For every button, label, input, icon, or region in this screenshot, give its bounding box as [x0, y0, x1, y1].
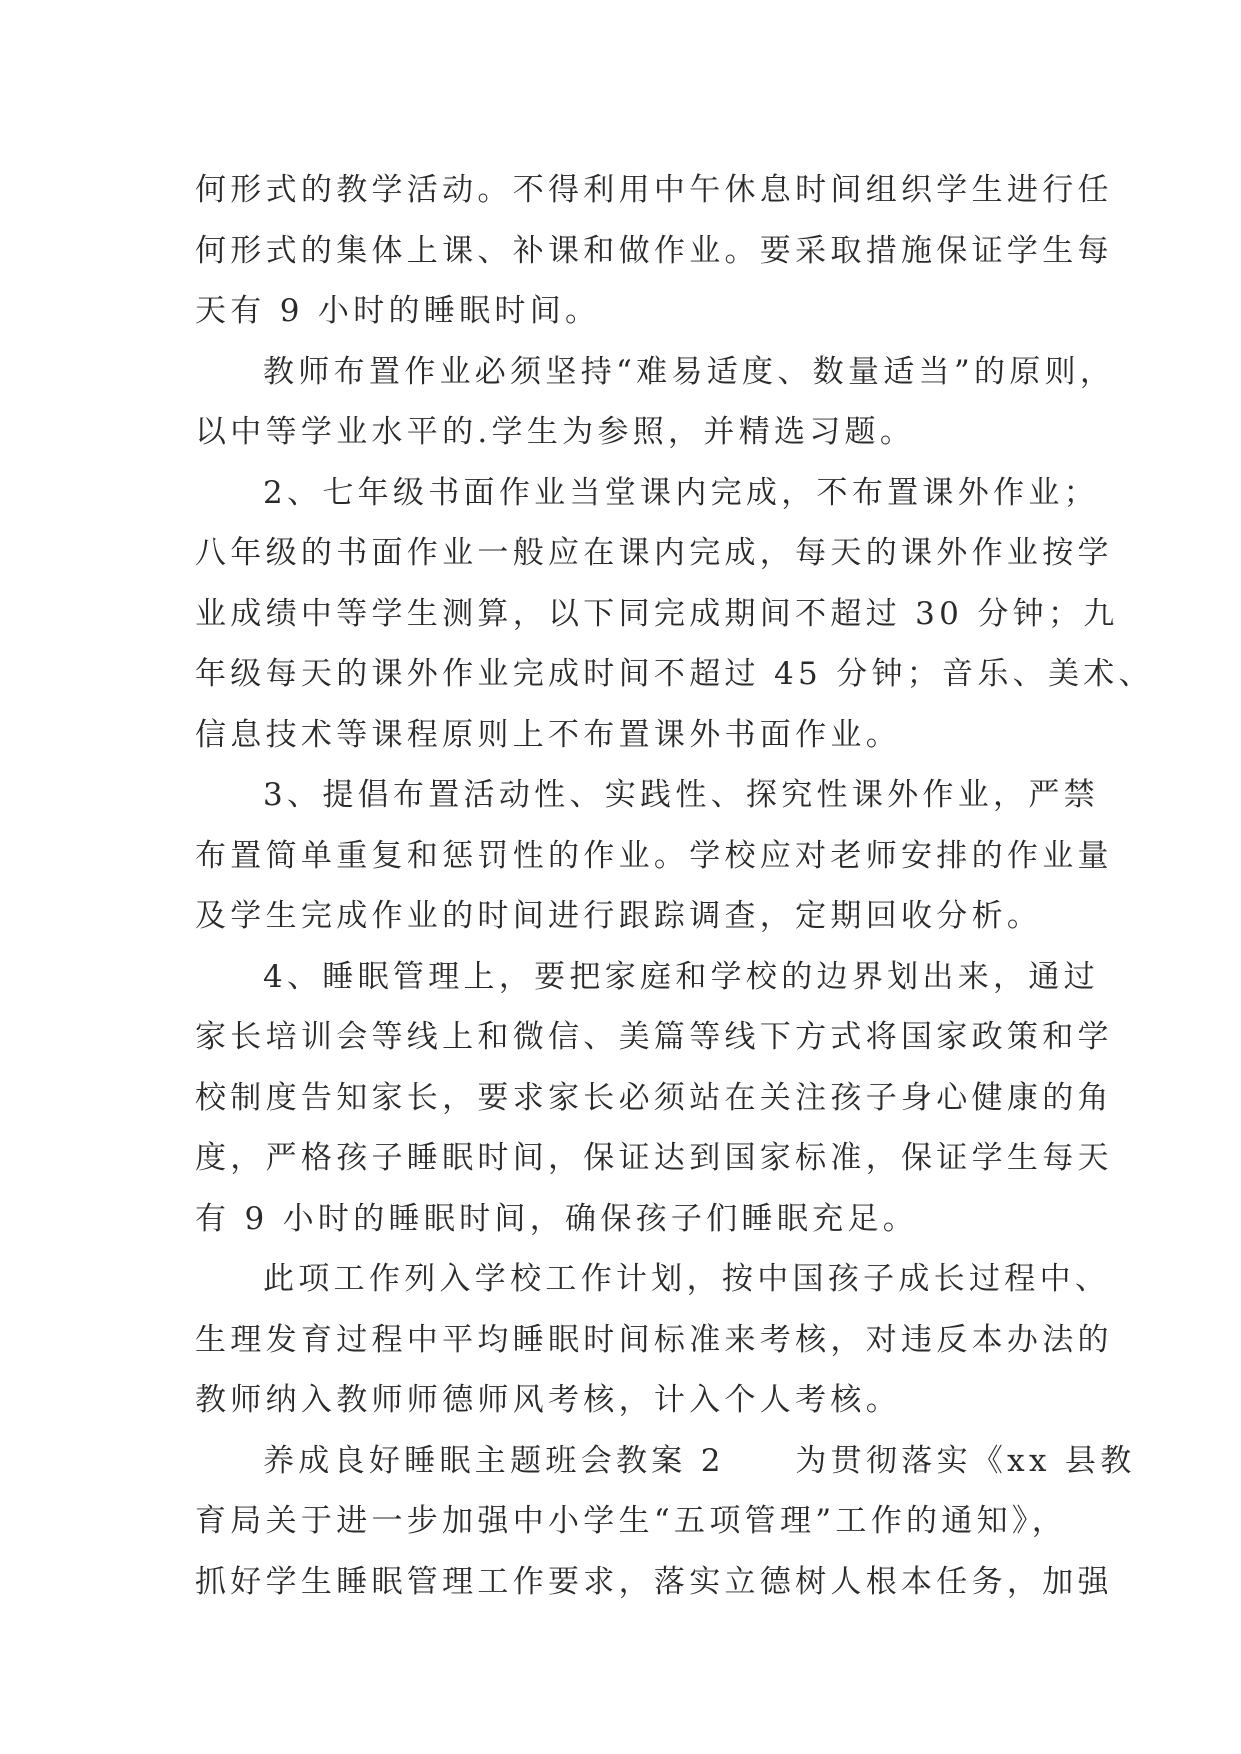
text-line: 八年级的书面作业一般应在课内完成，每天的课外作业按学: [195, 535, 1113, 571]
paragraph-first-line: 教师布置作业必须坚持“难易适度、数量适当”的原则，: [263, 353, 1116, 390]
paragraph-first-line: 3、提倡布置活动性、实践性、探究性课外作业，严禁: [263, 777, 1099, 813]
text-line: 信息技术等课程原则上不布置课外书面作业。: [195, 716, 901, 753]
text-line: 及学生完成作业的时间进行跟踪调查，定期回收分析。: [195, 898, 1043, 934]
text-line: 何形式的教学活动。不得利用中午休息时间组织学生进行任: [195, 172, 1113, 208]
text-line: 年级每天的课外作业完成时间不超过 45 分钟；音乐、美术、: [195, 656, 1154, 692]
document-body: [195, 160, 1154, 1612]
paragraph-first-line: 养成良好睡眠主题班会教案 2 为贯彻落实《xx 县教: [263, 1442, 1136, 1479]
text-line: 业成绩中等学生测算，以下同完成期间不超过 30 分钟；九: [195, 595, 1119, 632]
text-line: 校制度告知家长，要求家长必须站在关注孩子身心健康的角: [195, 1079, 1113, 1116]
text-line: 天有 9 小时的睡眠时间。: [195, 293, 601, 329]
text-line: 何形式的集体上课、补课和做作业。要采取措施保证学生每: [195, 232, 1113, 269]
text-line: 以中等学业水平的.学生为参照，并精选习题。: [195, 414, 916, 450]
paragraph-first-line: 4、睡眠管理上，要把家庭和学校的边界划出来，通过: [263, 958, 1099, 995]
text-line: 育局关于进一步加强中小学生“五项管理”工作的通知》，: [195, 1503, 1067, 1539]
text-line: 生理发育过程中平均睡眠时间标准来考核，对违反本办法的: [195, 1321, 1113, 1358]
text-line: 抓好学生睡眠管理工作要求，落实立德树人根本任务，加强: [195, 1563, 1113, 1600]
text-line: 有 9 小时的睡眠时间，确保孩子们睡眠充足。: [195, 1200, 919, 1237]
paragraph-first-line: 此项工作列入学校工作计划，按中国孩子成长过程中、: [263, 1261, 1111, 1297]
text-line: 家长培训会等线上和微信、美篇等线下方式将国家政策和学: [195, 1019, 1113, 1055]
paragraph-first-line: 2、七年级书面作业当堂课内完成，不布置课外作业；: [263, 474, 1099, 511]
text-line: 教师纳入教师师德师风考核，计入个人考核。: [195, 1382, 901, 1418]
text-line: 度，严格孩子睡眠时间，保证达到国家标准，保证学生每天: [195, 1140, 1113, 1176]
text-line: 布置简单重复和惩罚性的作业。学校应对老师安排的作业量: [195, 837, 1113, 874]
